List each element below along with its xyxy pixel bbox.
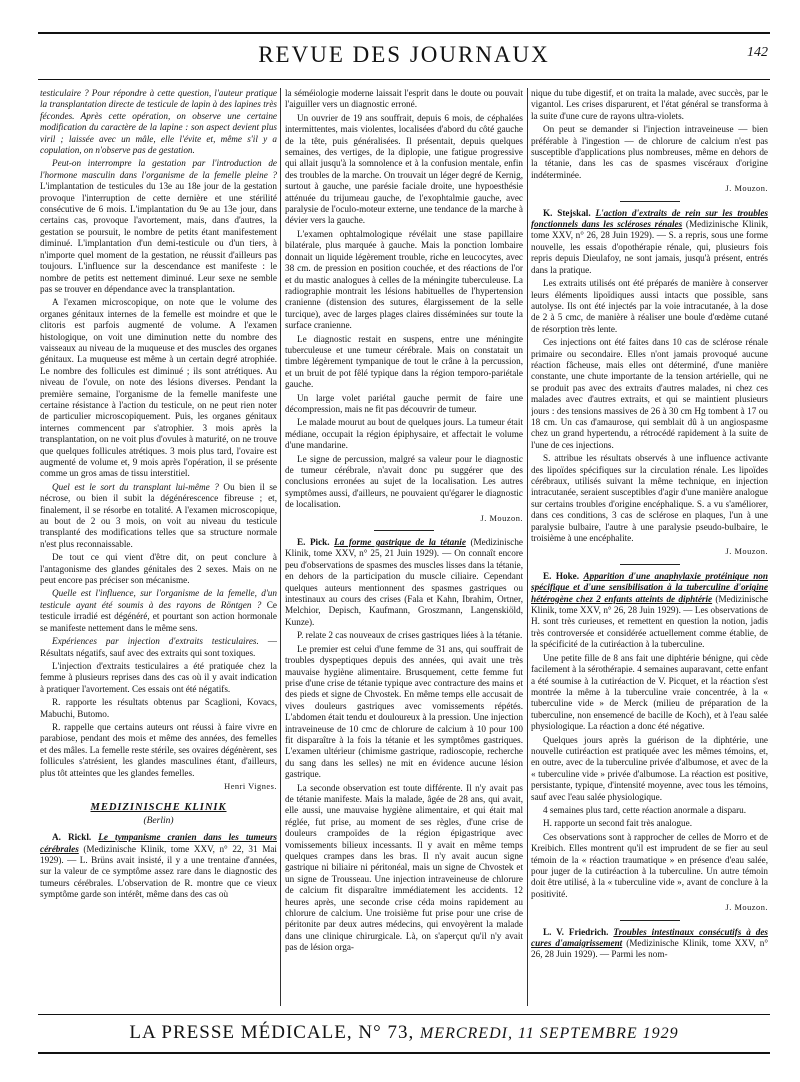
article-author: A. Rickl. [52, 832, 92, 843]
paragraph: la séméiologie moderne laissait l'esprit dans le doute ou pouvait l'aiguiller vers un diagnostic erroné. [285, 88, 523, 110]
journal-city: (Berlin) [143, 815, 174, 826]
paragraph: Les extraits utilisés ont été préparés de manière à conserver leurs éléments lipoïdiques aussi intacts que possible, sans autolyse. Ils ont été injectés par la voie intracutanée, à la dose de 2 à 5 cmc, de manière à réaliser une boule d'œdème cutané de résorption très lente. [531, 278, 768, 334]
paragraph: nique du tube digestif, et on traita la malade, avec succès, par le vigantol. Les crises disparurent, et l'état général se transforma à la suite d'une cure de rayons ultra-violets. [531, 88, 768, 121]
column-2 [285, 88, 523, 1006]
article-author: L. V. Friedrich. [543, 926, 609, 937]
column-divider [527, 88, 528, 1006]
article-entry: L. V. Friedrich. Troubles intestinaux consécutifs à des cures d'amaigrissement (Medizinische Klinik, tome XXV, n° 26, 28 Juin 1929). — Parmi les nom- [531, 926, 768, 960]
paragraph: On peut se demander si l'injection intraveineuse — bien préférable à l'ingestion — de chlorure de calcium n'est pas susceptible d'applications plus nombreuses, même en dehors de la tétanie, dans les cas de spasmes viscéraux d'origine indéterminée. [531, 124, 768, 180]
paragraph: L'injection d'extraits testiculaires a été pratiquée chez la femme à plusieurs reprises dans des cas où il y avait indication à pratiquer l'avortement. Ces essais ont été négatifs. [40, 660, 277, 694]
paragraph: R. rapporte les résultats obtenus par Scaglioni, Kovacs, Mabuchi, Butomo. [40, 697, 277, 719]
separator [620, 920, 680, 921]
article-author: K. Stejskal. [543, 207, 591, 218]
paragraph: Le premier est celui d'une femme de 31 ans, qui souffrait de troubles dyspeptiques depuis des années, qui avait une très mauvaise hygiène alimentaire. Brusquement, cette femme fut prise d'une crise de tétanie typique avec contracture des mains et des pieds et signe de Chvostek. En même temps elle accusait de vives douleurs gastriques avec vomissements répétés. L'abdomen était tendu et douloureux à la pression. Une injection intraveineuse de 10 cmc de chlorure de calcium à 10 pour 100 fit disparaître à la fois la tétanie et les symptômes gastriques. L'examen ultérieur (chimisme gastrique, radioscopie, recherche du sang dans les selles) ne mit en évidence aucune lésion gastrique. [285, 643, 523, 780]
paragraph: Ces injections ont été faites dans 10 cas de sclérose rénale primaire ou secondaire. Elles n'ont jamais provoqué aucune réaction fâcheuse, mais elles ont déterminé, d'une manière constante, une chute importante de la tension artérielle, qui ne se produit pas avec des extraits d'autres malades, ni chez ces malades avec d'autres extraits, et qui se maintient plusieurs jours : des tensions massives de 26 à 30 cm Hg tombent à 17 ou 18 cm. Un cas d'amaurose, qui semblait dû à un angiospasme chez un grand hypertendu, a rétrocédé rapidement à la suite de l'une de ces injections. [531, 337, 768, 450]
author-signature: J. Mouzon. [725, 184, 768, 194]
article-title: La forme gastrique de la tétanie [334, 537, 466, 548]
paragraph: Quelle est l'influence, sur l'organisme de la femelle, d'un testicule ayant été soumis à des rayons de Röntgen ? Ce testicule irradié est dégénéré, et pourtant son action hormonale se manifeste nettement dans le même sens. [40, 588, 277, 633]
paragraph: L'examen ophtalmologique révélait une stase papillaire bilatérale, plus marquée à gauche. Mais la ponction lombaire donnait un liquide légèrement trouble, riche en leucocytes, avec 38 cm. de pression en position couchée, et des réactions de l'or et du mastic analogues à celles de la méningite tuberculeuse. La radiographie montrait les lésions habituelles de l'hypertension cranienne (distension des sutures, élargissement de la selle turcique), avec de larges plages claires disséminées sur toute la surface cranienne. [285, 228, 523, 331]
paragraph: Ces observations sont à rapprocher de celles de Morro et de Kreibich. Elles montrent qu'il est imprudent de se fier au seul témoin de la « réaction traumatique » en présence d'eau salée, pour juger de la cutiréaction à la tuberculine. Un autre témoin doit être utilisé, à la « tuberculine vide », avant de conclure à la positivité. [531, 831, 768, 899]
header-rule [38, 79, 770, 80]
separator [620, 201, 680, 202]
article-title: Apparition d'une anaphylaxie protéinique non spécifique et d'une sensibilisation à la tuberculine d'origine hétérogène chez 2 enfants atteints de diphtérie [531, 570, 768, 604]
paragraph: A l'examen microscopique, on note que le volume des organes génitaux internes de la femelle est moindre et que le clitoris est parfois augmenté de volume. A l'examen histologique, on voit une diminution nette du nombre des vaisseaux au niveau de la muqueuse et des muscles des organes génitaux. La muqueuse est même à un certain degré atrophiée. Le nombre des follicules est diminué ; ils sont atrétiques. Au niveau de l'ovule, on note des lésions diverses. Pendant la première semaine, l'organisme de la femelle manifeste une certaine résistance à l'action du testicule, on ne peut rien noter de particulier microscopiquement. Puis, les organes génitaux internes commencent par s'atrophier. 3 mois après la transplantation, on ne voit plus d'ovules à maturité, on ne trouve que quelques follicules atrétiques. 3 mois plus tard, l'ovaire est augmenté de volume et, 9 mois après l'opération, il se présente comme un gros amas de tissu interstitiel. [40, 297, 277, 479]
paragraph: Le diagnostic restait en suspens, entre une méningite tuberculeuse et une tumeur cérébrale. Mais on constatait un timbre légèrement tympanique de tout le crâne à la percussion, et un bruit de pot fêlé typique dans la région temporo-pariétale gauche. [285, 333, 523, 390]
paragraph: P. relate 2 cas nouveaux de crises gastriques liées à la tétanie. [297, 630, 523, 641]
separator [374, 530, 434, 531]
article-title: Troubles intestinaux consécutifs à des cures d'amaigrissement [531, 926, 768, 949]
column-divider [280, 88, 281, 1006]
section-lead: Expériences par injection d'extraits testiculaires. [52, 636, 259, 647]
article-entry: A. Rickl. Le tympanisme cranien dans les tumeurs cérébrales (Medizinische Klinik, tome XXV, n° 22, 31 Mai 1929). — L. Brüns avait insisté, il y a une trentaine d'années, sur la valeur de ce symptôme assez rare dans le diagnostic des tumeurs cérébrales. L'observation de R. montre que ce vieux symptôme garde son intérêt, même dans des cas où [40, 832, 277, 900]
paragraph: Un ouvrier de 19 ans souffrait, depuis 6 mois, de céphalées intermittentes, mais violentes, localisées d'abord du côté gauche de la tête, puis généralisées. Il présentait, depuis quelques semaines, des vertiges, de la diplopie, une fatigue progressive qui allait jusqu'à la somnolence et à la confusion mentale, enfin des troubles de la marche. On trouvait un léger degré de Kernig, surtout à gauche, une parésie faciale droite, une hypoesthésie atténuée du trijumeau gauche, de l'exophtalmie gauche, avec paralysie de l'oculo-moteur externe, une tendance de la marche à dévier vers la gauche. [285, 112, 523, 226]
section-title: REVUE DES JOURNAUX [258, 42, 550, 67]
question-lead: Quel est le sort du transplant lui-même ? [52, 481, 219, 492]
paragraph: Le malade mourut au bout de quelques jours. La tumeur était médiane, occupait la région épiphysaire, et affectait le volume d'une mandarine. [285, 417, 523, 451]
question-lead: Peut-on interrompre la gestation par l'introduction de l'hormone masculin dans l'organisme de la femelle pleine ? [40, 158, 277, 180]
article-title: Le tympanisme cranien dans les tumeurs cérébrales [40, 832, 277, 854]
article-entry: E. Hoke. Apparition d'une anaphylaxie protéinique non spécifique et d'une sensibilisation à la tuberculine d'origine hétérogène chez 2 enfants atteints de diphtérie (Medizinische Klinik, tome XXV, n° 26, 28 Juin 1929). — Les observations de H. sont très curieuses, et remettent en question la notion, jadis très controversée et considérée actuellement comme établie, de la spécificité de la cutiréaction à la tuberculine. [531, 570, 768, 650]
article-entry: E. Pick. La forme gastrique de la tétanie (Medizinische Klinik, tome XXV, n° 25, 21 Juin 1929). — On connaît encore peu d'observations de spasmes des muscles lisses dans la tétanie, en dehors de la participation du muscle ciliaire. Cependant quelques auteurs mentionnent des spasmes gastriques ou intestinaux au cours des crises (Fala et Kahn, Ibrahim, Ortner, Melchior, Depisch, Kaufmann, Groszmann, Langenskiöld, Kunze). [285, 537, 523, 627]
paragraph: De tout ce qui vient d'être dit, on peut conclure à l'antagonisme des glandes génitales des 2 sexes. Mais on ne peut encore pas préciser son mécanisme. [40, 552, 277, 586]
footer-rule-bottom [38, 1052, 770, 1054]
journal-heading: MEDIZINISCHE KLINIK [90, 802, 227, 814]
paragraph: Peut-on interrompre la gestation par l'introduction de l'hormone masculin dans l'organisme de la femelle pleine ? L'implantation de testicules du 13e au 18e jour de la gestation provoque l'interruption de cette dernière et une stérilité consécutive de 6 mois. L'implantation du 9e au 13e jour, dans certains cas, provoque l'avortement, mais, dans d'autres, la gestation se poursuit, le nombre de petits étant manifestement diminué. L'implantation d'un demi-testicule ou d'un tiers, à n'importe quel moment de la gestation, ne réussit d'ailleurs pas toujours. L'influence sur la descendance est manifeste : le nombre de petits est nettement diminué. Leur sexe ne semble pas se trouver en dépendance avec la transplantation. [40, 158, 277, 294]
paragraph: testiculaire ? Pour répondre à cette question, l'auteur pratique la transplantation directe de testicule de lapin à des lapines très fécondes. Après cette opération, on observe une certaine modification du caractère de la lapine : son aspect devient plus viril ; laissée avec un mâle, elle l'évite et, même s'il y a copulation, on n'observe pas de gestation. [40, 88, 277, 156]
newspaper-page [38, 32, 770, 1064]
article-author: E. Hoke. [543, 570, 580, 581]
paragraph: S. attribue les résultats observés à une influence activante des lipoïdes spécifiques sur la circulation rénale. Les lipoïdes cérébraux, utilisés suivant la même technique, en injection intracutanée, seraient susceptibles d'agir d'une manière analogue sur certains troubles d'origine encéphalique. S. a vu s'améliorer, dans ces conditions, 3 cas de sclérose en plaques, l'un à une paralysie bulbaire, l'autre à une paralysie pseudo-bulbaire, le troisième à une encéphalite. [531, 453, 768, 544]
paragraph: Expériences par injection d'extraits testiculaires. — Résultats négatifs, sauf avec des extraits qui sont toxiques. [40, 636, 277, 658]
paragraph: Quel est le sort du transplant lui-même ? Ou bien il se nécrose, ou bien il subit la dégénérescence fibreuse ; et, finalement, il se résorbe en totalité. A l'examen microscopique, au bout de 2 ou 3 mois, on voit au niveau du testicule transplanté des modifications telles que sa structure normale n'est plus reconnaissable. [40, 481, 277, 549]
article-entry: K. Stejskal. L'action d'extraits de rein sur les troubles fonctionnels dans les scléroses rénales (Medizinische Klinik, tome XXV, n° 26, 28 Juin 1929). — S. a repris, sous une forme nouvelle, les essais d'opothérapie rénale, qui, plusieurs fois repris depuis Dieulafoy, ne sont jamais, jusqu'à présent, entrés dans la pratique. [531, 207, 768, 275]
page-number: 142 [747, 45, 768, 60]
question-lead: Quelle est l'influence, sur l'organisme de la femelle, d'un testicule ayant été soumis à des rayons de Röntgen ? [40, 588, 277, 610]
page-header [38, 40, 770, 76]
column-3 [531, 88, 768, 1006]
author-signature: J. Mouzon. [725, 903, 768, 913]
paragraph: Quelques jours après la guérison de la diphtérie, une nouvelle cutiréaction est pratiquée avec les mêmes témoins, et, en outre, avec de la tuberculine privée d'albumose, et avec de la « tuberculine vide » privée d'albumose. La réaction est positive, persistante, typique, d'intensité moyenne, avec tous les témoins, sauf avec l'eau salée physiologique. [531, 734, 768, 802]
author-signature: Henri Vignes. [224, 781, 277, 791]
paragraph: Le signe de percussion, malgré sa valeur pour le diagnostic de tumeur cérébrale, n'avait donc pu suggérer que des conclusions erronées au sujet de la localisation. Les autres symptômes aussi, d'ailleurs, ne pouvaient qu'égarer le diagnostic de localisation. [285, 453, 523, 510]
paragraph: 4 semaines plus tard, cette réaction anormale a disparu. [543, 804, 747, 815]
footer-rule [38, 1014, 770, 1015]
column-1 [40, 88, 277, 1006]
publication-name: LA PRESSE MÉDICALE, N° 73, [129, 1022, 415, 1043]
article-title: L'action d'extraits de rein sur les troubles fonctionnels dans les scléroses rénales [531, 207, 768, 230]
author-signature: J. Mouzon. [725, 547, 768, 557]
author-signature: J. Mouzon. [480, 513, 523, 523]
paragraph: Un large volet pariétal gauche permit de faire une décompression, mais ne fit pas découvrir de tumeur. [285, 392, 523, 414]
separator [620, 564, 680, 565]
text-columns [38, 88, 770, 1006]
paragraph: La seconde observation est toute différente. Il n'y avait pas de tétanie manifeste. Mais la malade, âgée de 28 ans, qui avait, elle aussi, une mauvaise hygiène alimentaire, et qui était mal réglée, fut prise, au moment de ses règles, d'une crise de douleurs crampoïdes de la région épigastrique avec vomissements bilieux incessants. Il y avait en même temps quelques crampes dans les bras. Il n'y avait aucun signe gastrique ni biliaire ni péritonéal, mais un signe de Chvostek et un signe de Trousseau. Une injection intraveineuse de chlorure de calcium fit disparaître immédiatement les accidents. 12 heures après, une seconde crise céda moins rapidement au chlorure de calcium. Une troisième fut prise pour une crise de péritonite par deux autres médecins, qui envoyèrent la malade dans une clinique chirurgicale. Là, on s'aperçut qu'il n'y avait pas de lésion orga- [285, 782, 523, 953]
page-footer [38, 1022, 770, 1044]
top-rule [38, 32, 770, 34]
publication-date: MERCREDI, 11 SEPTEMBRE 1929 [419, 1025, 679, 1042]
paragraph: Une petite fille de 8 ans fait une diphtérie bénigne, qui cède facilement à la sérothérapie. 4 semaines auparavant, cette enfant a été soumise à la cutiréaction de V. Picquet, et la réaction s'est montrée la même à la tuberculine vraie concentrée, à la « tuberculine vide » de Merck (milieu de préparation de la tuberculine, non ensemencé de bacille de Koch), et à l'eau salée physiologique. La réaction a donc été négative. [531, 652, 768, 732]
article-author: E. Pick. [297, 537, 330, 548]
paragraph: H. rapporte un second fait très analogue. [543, 818, 692, 829]
paragraph: R. rappelle que certains auteurs ont réussi à faire vivre en parabiose, pendant des mois et même des années, des femelles et des mâles. La femelle reste stérile, ses ovaires dégénèrent, ses follicules s'atrésient, les glandes masculines étant, d'ailleurs, plus tôt atteintes que les glandes femelles. [40, 721, 277, 778]
